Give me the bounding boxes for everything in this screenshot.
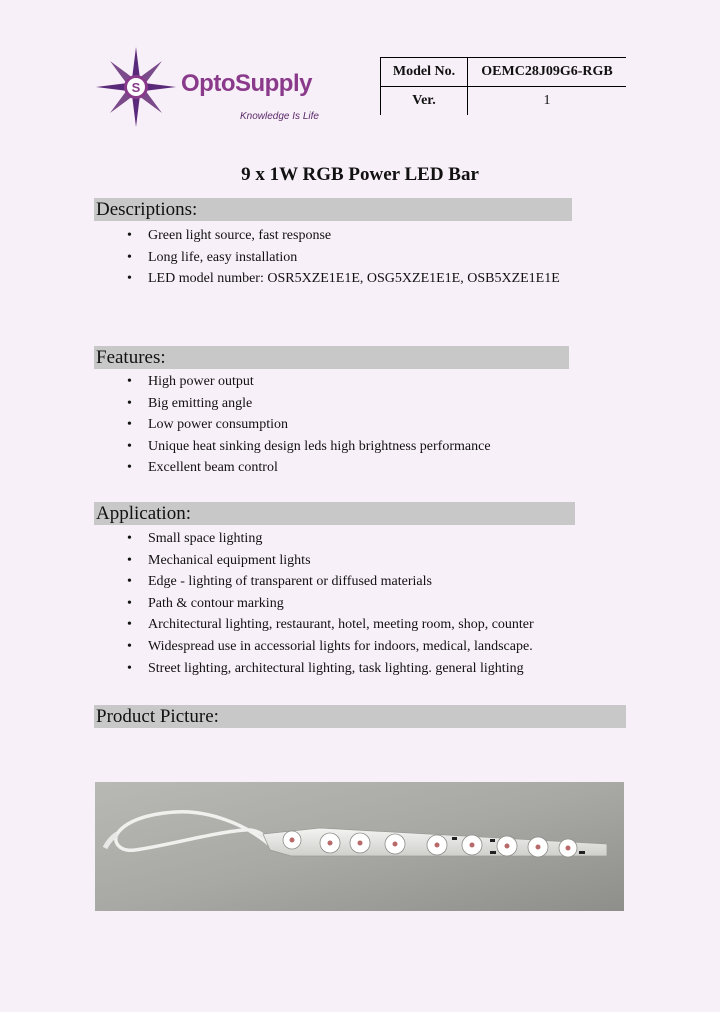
list-item: • Low power consumption <box>94 414 491 436</box>
features-heading: Features: <box>94 346 569 369</box>
version-label: Ver. <box>381 87 468 116</box>
logo-letter: S <box>131 80 141 95</box>
list-item: • Unique heat sinking design leds high brightness performance <box>94 436 491 458</box>
descriptions-heading: Descriptions: <box>94 198 572 221</box>
product-photo <box>95 782 624 911</box>
application-list <box>94 528 534 679</box>
list-item: • Edge - lighting of transparent or diffused materials <box>94 571 534 593</box>
product-picture-heading: Product Picture: <box>94 705 626 728</box>
model-info-table <box>380 57 626 115</box>
version-value: 1 <box>543 93 551 108</box>
list-item: • Big emitting angle <box>94 393 491 415</box>
list-item: • Long life, easy installation <box>94 247 560 269</box>
model-value: OEMC28J09G6-RGB <box>468 58 627 87</box>
list-item: • Architectural lighting, restaurant, hotel, meeting room, shop, counter <box>94 614 534 636</box>
list-item: • Excellent beam control <box>94 457 491 479</box>
list-item: • Small space lighting <box>94 528 534 550</box>
list-item: • Street lighting, architectural lighting, task lighting. general lighting <box>94 658 534 680</box>
brand-name: OptoSupply <box>181 70 312 97</box>
application-heading: Application: <box>94 502 575 525</box>
model-label: Model No. <box>381 58 468 87</box>
list-item: • High power output <box>94 371 491 393</box>
list-item: • Path & contour marking <box>94 593 534 615</box>
list-item: • Widespread use in accessorial lights for indoors, medical, landscape. <box>94 636 534 658</box>
brand-tagline: Knowledge Is Life <box>240 111 319 122</box>
features-list <box>94 371 491 479</box>
list-item: • Mechanical equipment lights <box>94 550 534 572</box>
descriptions-list <box>94 225 560 290</box>
list-item: • LED model number: OSR5XZE1E1E, OSG5XZE1E1E, OSB5XZE1E1E <box>94 268 560 290</box>
page-title: 9 x 1W RGB Power LED Bar <box>241 164 479 185</box>
list-item: • Green light source, fast response <box>94 225 560 247</box>
